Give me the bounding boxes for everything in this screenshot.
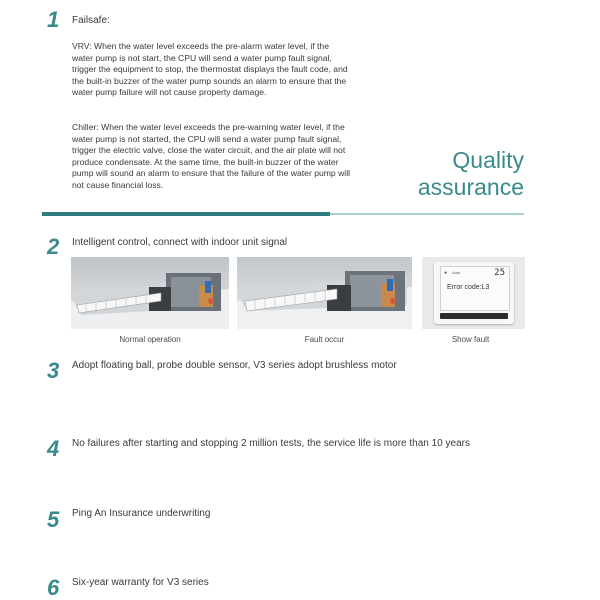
section-heading-insurance: Ping An Insurance underwriting [72,508,211,519]
caption-fault-occur: Fault occur [304,335,345,344]
thermostat-button-bar [440,313,508,319]
photo-fault-occur [237,257,412,329]
section-number-3: 3 [47,358,60,383]
section-number-5: 5 [47,507,60,532]
thermostat-error-code: Error code:L3 [447,284,490,291]
caption-show-fault: Show fault [451,335,490,344]
quality-assurance-title [380,147,524,201]
quality-title-line2: assurance [417,174,524,200]
divider-light [330,213,524,215]
thermostat-panel [434,262,514,324]
thermostat-mode-label: Auto [452,270,461,275]
thermostat-temp: 25 [494,268,505,278]
section-heading-intelligent-control: Intelligent control, connect with indoor unit signal [72,237,288,248]
vrv-paragraph: VRV: When the water level exceeds the pre-alarm water level, if the water pump is not start, the CPU will send a water pump fault signal, trigger the equipment to stop, the thermostat displays the fault code, and the built-in buzzer of the water pump sounds an alarm to ensure that the water pump failure will not cause property damage. [72,41,348,98]
wifi-icon: ● [444,270,448,276]
photo-show-fault [422,257,525,329]
section-number-1: 1 [47,7,60,32]
indoor-unit-fault-image [237,257,412,329]
chiller-paragraph: Chiller: When the water level exceeds the pre-warning water level, if the water pump is not started, the CPU will send a water pump fault signal, trigger the electric valve, close the water circuit, and the air plate will not produce condensate. At the same time, the built-in buzzer of the water pump will sound an alarm to ensure that the failure of the water pump will not cause financial loss. [72,122,351,190]
indoor-unit-normal-image [71,257,229,329]
section-heading-warranty: Six-year warranty for V3 series [72,577,209,588]
caption-normal-operation: Normal operation [119,335,181,344]
thermostat-screen [440,266,510,311]
divider-dark [42,212,330,216]
photo-normal-operation [71,257,229,329]
section-number-2: 2 [47,234,60,259]
section-number-4: 4 [47,436,60,461]
quality-title-line1: Quality [452,147,524,173]
section-heading-failsafe: Failsafe: [72,15,110,26]
section-heading-service-life: No failures after starting and stopping 2 million tests, the service life is more than 10 years [72,438,470,449]
section-heading-floating-ball: Adopt floating ball, probe double sensor, V3 series adopt brushless motor [72,360,397,371]
section-number-6: 6 [47,575,60,600]
